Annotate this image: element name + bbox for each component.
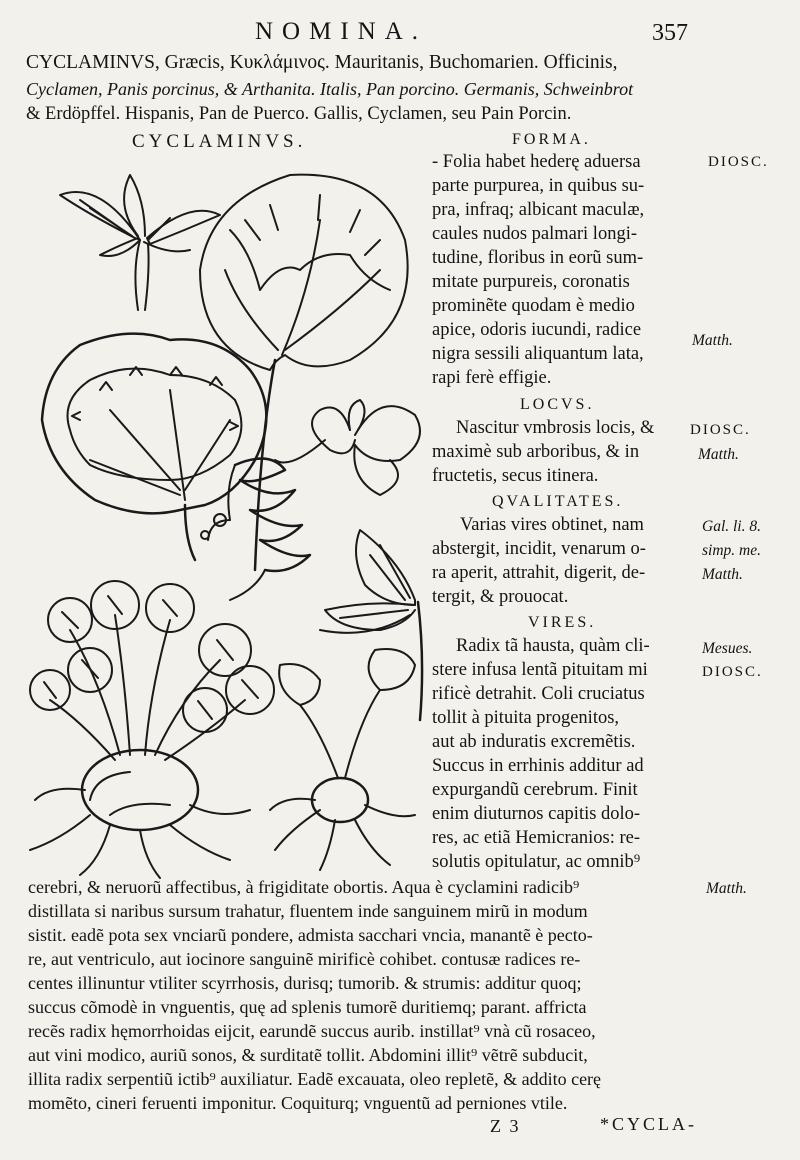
- seedling-illustration: [270, 649, 415, 870]
- margin-note: Matth.: [706, 880, 747, 897]
- nomina-line-2: Cyclamen, Panis porcinus, & Arthanita. Italis, Pan porcino. Germanis, Schweinbrot: [26, 79, 634, 99]
- flower-middle-illustration: [275, 400, 420, 495]
- text-line: - Folia habet hederę aduersa: [432, 152, 641, 172]
- margin-note: Mesues.: [702, 640, 753, 657]
- text-line: Nascitur vmbrosis locis, &: [456, 418, 655, 438]
- running-head: NOMINA.: [255, 18, 428, 45]
- nomina-line-3: & Erdöpffel. Hispanis, Pan de Puerco. Gallis, Cyclamen, seu Pain Porcin.: [26, 104, 572, 124]
- text-line: expurgandũ cerebrum. Finit: [432, 780, 638, 800]
- margin-note: Matth.: [698, 446, 739, 463]
- text-line: maximè sub arboribus, & in: [432, 442, 640, 462]
- margin-note: simp. me.: [702, 542, 761, 559]
- text-line: parte purpurea, in quibus su-: [432, 176, 645, 196]
- text-line: momẽto, cineri feruenti imponitur. Coquiturq; vnguentũ ad perniones vtile.: [28, 1093, 568, 1113]
- text-line: apice, odoris iucundi, radice: [432, 320, 642, 340]
- section-heading-qualitates: QVALITATES.: [492, 493, 624, 510]
- text-line: tergit, & prouocat.: [432, 587, 569, 607]
- coiled-stem-illustration: [201, 459, 310, 600]
- section-heading-forma: FORMA.: [512, 131, 591, 148]
- text-line: tollit à pituita progenitos,: [432, 708, 620, 728]
- text-line: Succus in errhinis additur ad: [432, 756, 644, 776]
- text-line: solutis opitulatur, ac omnib⁹: [432, 852, 641, 872]
- margin-note: Gal. li. 8.: [702, 518, 761, 535]
- text-line: mitate purpureis, coronatis: [432, 272, 630, 292]
- page-number: 357: [652, 20, 688, 46]
- section-heading-locus: LOCVS.: [520, 396, 595, 413]
- text-line: aut ab induratis excremẽtis.: [432, 732, 636, 752]
- margin-note: DIOSC.: [690, 422, 751, 438]
- serrated-leaf-illustration: [42, 334, 266, 560]
- plant-caption: CYCLAMINVS.: [132, 131, 307, 152]
- margin-note: DIOSC.: [708, 154, 769, 170]
- text-line: abstergit, incidit, venarum o-: [432, 539, 646, 559]
- signature-mark: Z 3: [490, 1116, 521, 1136]
- text-line: rificè detrahit. Coli cruciatus: [432, 684, 645, 704]
- text-line: centes illinuntur vtiliter scyrrhosis, durisq; tumorib. & strumis: additur quoq;: [28, 973, 582, 993]
- nomina-line-1: CYCLAMINVS, Græcis, Κυκλάμινος. Mauritanis, Buchomarien. Officinis,: [26, 52, 618, 73]
- text-line: res, ac etiã Hemicranios: re-: [432, 828, 641, 848]
- text-line: nigra sessili aliquantum lata,: [432, 344, 644, 364]
- text-line: stere infusa lentã pituitam mi: [432, 660, 648, 680]
- text-line: Radix tã hausta, quàm cli-: [456, 636, 650, 656]
- text-line: ra aperit, attrahit, digerit, de-: [432, 563, 646, 583]
- flower-top-left-illustration: [60, 175, 220, 310]
- text-line: caules nudos palmari longi-: [432, 224, 637, 244]
- margin-note: Matth.: [692, 332, 733, 349]
- margin-note: Matth.: [702, 566, 743, 583]
- text-line: cerebri, & neruorũ affectibus, à frigiditate obortis. Aqua è cyclamini radicib⁹: [28, 877, 580, 897]
- text-line: re, aut ventriculo, aut iocinore sanguinẽ mirificè cohibet. contusæ radices re-: [28, 949, 581, 969]
- catchword: *CYCLA-: [600, 1114, 697, 1134]
- text-line: distillata si naribus sursum trahatur, fluentem inde sanguinem mirũ in modum: [28, 901, 588, 921]
- text-line: tudine, floribus in eorũ sum-: [432, 248, 644, 268]
- text-line: fructetis, secus itinera.: [432, 466, 599, 486]
- closed-flower-illustration: [320, 530, 422, 720]
- text-line: pra, infraq; albicant maculæ,: [432, 200, 645, 220]
- text-line: succus cõmodè in vnguentis, quę ad splenis tumorẽ duritiemq; parant. affricta: [28, 997, 587, 1017]
- margin-note: DIOSC.: [702, 664, 763, 680]
- text-line: rapi ferè effigie.: [432, 368, 552, 388]
- text-line: Varias vires obtinet, nam: [460, 515, 644, 535]
- text-line: prominẽte quodam è medio: [432, 296, 635, 316]
- cyclamen-woodcut-illustration: [20, 160, 430, 880]
- text-line: illita radix serpentiũ ictib⁹ auxiliatur. Eadẽ excauata, oleo repletẽ, & addito cerę: [28, 1069, 602, 1089]
- whole-plant-with-tuber-illustration: [30, 581, 274, 878]
- text-line: recẽs radix hęmorrhoidas eijcit, earundẽ succus aurib. instillat⁹ vnà cũ rosaceo,: [28, 1021, 596, 1041]
- heart-leaf-illustration: [200, 175, 408, 570]
- text-line: aut vini modico, auriũ sonos, & surditatẽ tollit. Abdomini illit⁹ vẽtrẽ subducit,: [28, 1045, 588, 1065]
- text-line: enim diuturnos capitis dolo-: [432, 804, 641, 824]
- text-line: sistit. eadẽ pota sex vnciarũ pondere, admista sacchari vncia, manantẽ è pecto-: [28, 925, 593, 945]
- section-heading-vires: VIRES.: [528, 614, 597, 631]
